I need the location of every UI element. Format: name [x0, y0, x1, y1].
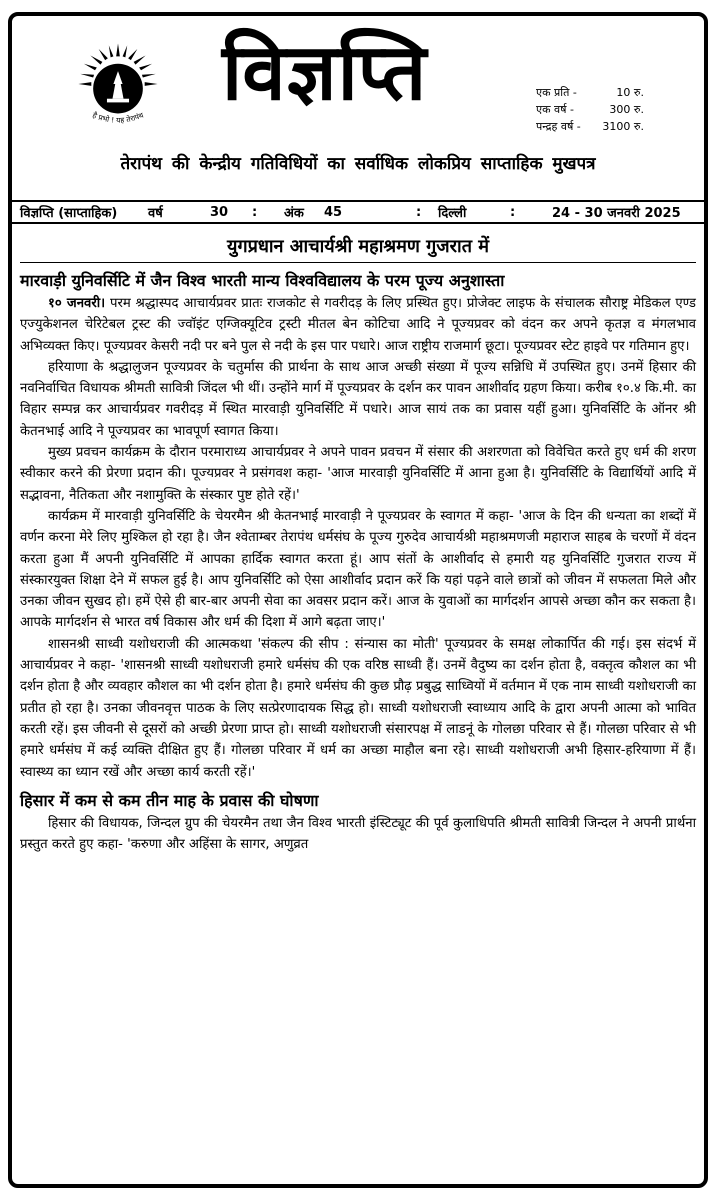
- issue-label: अंक: [284, 206, 304, 221]
- article-paragraph: हरियाणा के श्रद्धालुजन पूज्यप्रवर के चतुर्मास की प्रार्थना के साथ आज अच्छी संख्या में पूज्य सन्निधि में उपस्थित हुए। उनमें हिसार की नवनिर्वाचित विधायक श्रीमती सावित्री जिंदल भी थीं। उन्होंने मार्ग में पूज्यप्रवर के दर्शन कर पावन आशीर्वाद ग्रहण किया। करीब १०.४ कि.मी. का विहार सम्पन्न कर आचार्यप्रवर गवरीदड़ में स्थित मारवाड़ी युनिवर्सिटि में पधारे। आज सायं तक का प्रवास यहीं हुआ। युनिवर्सिटि के ऑनर श्री केतनभाई आदि ने पूज्यप्रवर का भावपूर्ण स्वागत किया।: [20, 359, 696, 439]
- logo-motto: है प्रभो ! यह तेरापंथ: [91, 110, 145, 125]
- article: [20, 234, 696, 855]
- newspaper-page: [8, 12, 708, 1188]
- newspaper-title: विज्ञप्ति: [222, 28, 428, 118]
- price-row: एक वर्ष - 300 रु.: [536, 103, 644, 116]
- article-paragraph: १० जनवरी। परम श्रद्धास्पद आचार्यप्रवर प्रातः राजकोट से गवरीदड़ के लिए प्रस्थित हुए। प्रोजेक्ट लाइफ के संचालक सौराष्ट्र मेडिकल एण्ड एज्युकेशनल चेरिटेबल ट्रस्ट की ज्वॉइंट एग्जिक्यूटिव ट्रस्टी मीतल बेन कोटिचा आदि ने पूज्यप्रवर को वंदन कर अपने कृतज्ञ व मंगलभाव अभिव्यक्त किए। पूज्यप्रवर केसरी नदी पर बने पुल से नदी के इस पार पधारे। आज राष्ट्रीय राजमार्ग छूटा। पूज्यप्रवर स्टेट हाइवे पर गतिमान हुए।: [20, 296, 696, 354]
- masthead: [12, 16, 704, 174]
- issue-value: 45: [324, 204, 343, 220]
- article-paragraph: कार्यक्रम में मारवाड़ी युनिवर्सिटि के चेयरमैन श्री केतनभाई मारवाड़ी ने पूज्यप्रवर के स्वागत में कहा- 'आज के दिन की धन्यता का शब्दों में वर्णन करना मेरे लिए मुश्किल हो रहा है। जैन श्वेताम्बर तेरापंथ धर्मसंघ के पूज्य गुरुदेव आचार्यश्री महाश्रमणजी महाराज साहब के चरणों में वंदन करता हुआ मैं अपनी युनिवर्सिटि में आपका हार्दिक स्वागत करता हूं। आप संतों के आशीर्वाद से हमारी यह युनिवर्सिटि गुजरात राज्य में संस्कारयुक्त शिक्षा देने में सफल हुई है। आप युनिवर्सिटि को ऐसा आशीर्वाद प्रदान करें कि यहां पढ़ने वाले छात्रों को जीवन में सफलता मिले और उनका जीवन सुखद हो। हमें ऐसे ही बार-बार अपनी सेवा का अवसर प्रदान करें। आज के युवाओं का मार्गदर्शन आपसे अच्छा कौन कर सकता है। आपके मार्गदर्शन से भारत वर्ष विकास और धर्म की दिशा में आगे बढ़ता जाए।': [20, 508, 696, 631]
- article-headline: युगप्रधान आचार्यश्री महाश्रमण गुजरात में: [20, 234, 696, 263]
- lead-date: १० जनवरी।: [48, 296, 106, 311]
- issue-date: 24 - 30 जनवरी 2025: [552, 206, 681, 221]
- subscription-prices: [536, 84, 644, 135]
- dateline-bar: [12, 200, 704, 224]
- separator: :: [510, 204, 516, 220]
- place: दिल्ली: [438, 206, 467, 221]
- year-value: 30: [210, 204, 229, 220]
- article-subheading: मारवाड़ी युनिवर्सिटि में जैन विश्व भारती मान्य विश्वविद्यालय के परम पूज्य अनुशास्ता: [20, 271, 505, 290]
- article-paragraph: हिसार की विधायक, जिन्दल ग्रुप की चेयरमैन तथा जैन विश्व भारती इंस्टिट्यूट की पूर्व कुलाधिपति श्रीमती सावित्री जिन्दल ने अपनी प्रार्थना प्रस्तुत करते हुए कहा- 'करुणा और अहिंसा के सागर, अणुव्रत: [20, 815, 696, 853]
- separator: :: [252, 204, 258, 220]
- article-paragraph: शासनश्री साध्वी यशोधराजी की आत्मकथा 'संकल्प की सीप : संन्यास का मोती' पूज्यप्रवर के समक्ष लोकार्पित की गई। इस संदर्भ में आचार्यप्रवर ने कहा- 'शासनश्री साध्वी यशोधराजी हमारे धर्मसंघ की एक वरिष्ठ साध्वी हैं। उनमें वैदुष्य का दर्शन होता है, वक्तृत्व कौशल का भी दर्शन होता है और व्यवहार कौशल का भी दर्शन होता है। हमारे धर्मसंघ की कुछ प्रौढ़ प्रबुद्ध साध्वियों में वर्तमान में एक नाम साध्वी यशोधराजी का प्रतीत हो रहा है। उनका जीवनवृत्त पाठक के लिए सत्प्रेरणादायक सिद्ध हो। साध्वी यशोधराजी स्वाध्याय आदि के द्वारा अपनी आत्मा को भावित करती रहें। इस जीवनी से दूसरों को अच्छी प्रेरणा प्राप्त हो। साध्वी यशोधराजी संसारपक्ष में लाडनूं के गोलछा परिवार से हैं। गोलछा परिवार से भी हमारे धर्मसंघ में कई व्यक्ति दीक्षित हुए हैं। गोलछा परिवार में धर्म का अच्छा माहौल बना रहे। साध्वी यशोधराजी अभी हिसार-हरियाणा में हैं। स्वास्थ्य का ध्यान रखें और अच्छा कार्य करती रहें।': [20, 636, 696, 780]
- terapanth-emblem-logo: [72, 38, 164, 130]
- article-subheading: हिसार में कम से कम तीन माह के प्रवास की घोषणा: [20, 790, 319, 810]
- year-label: वर्ष: [148, 206, 163, 221]
- article-paragraph: मुख्य प्रवचन कार्यक्रम के दौरान परमाराध्य आचार्यप्रवर ने अपने पावन प्रवचन में संसार की अशरणता को विवेचित करते हुए धर्म की शरण स्वीकार करने की प्रेरणा प्रदान की। पूज्यप्रवर ने प्रसंगवश कहा- 'आज मारवाड़ी युनिवर्सिटि में आना हुआ है। युनिवर्सिटि के विद्यार्थियों आदि में सद्भावना, नैतिकता और नशामुक्ति के संस्कार पुष्ट होते रहें।': [20, 445, 696, 503]
- publication-name: विज्ञप्ति (साप्ताहिक): [20, 206, 118, 221]
- price-row: एक प्रति - 10 रु.: [536, 86, 644, 99]
- price-row: पन्द्रह वर्ष - 3100 रु.: [536, 120, 644, 133]
- separator: :: [416, 204, 422, 220]
- tagline: तेरापंथ की केन्द्रीय गतिविधियों का सर्वाधिक लोकप्रिय साप्ताहिक मुखपत्र: [120, 154, 596, 174]
